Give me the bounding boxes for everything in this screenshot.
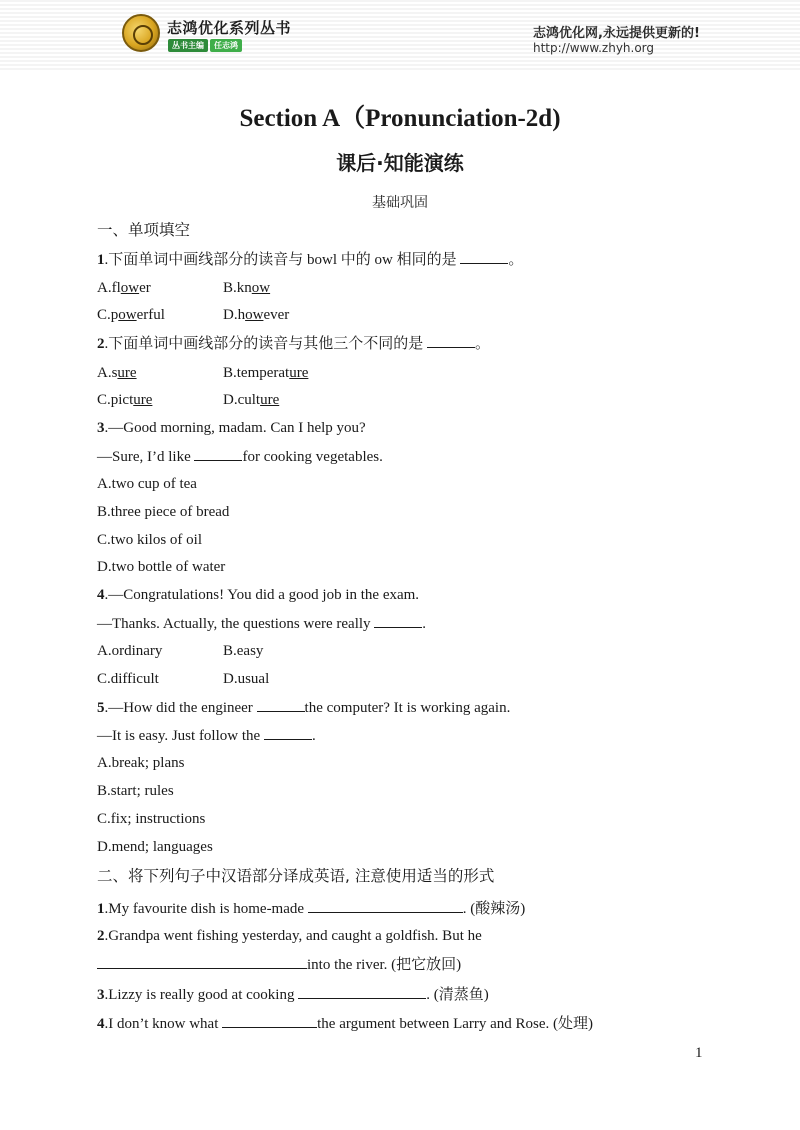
editor-tags [168,39,242,52]
option-b: B.three piece of bread [97,504,230,520]
translation-1: 1.My favourite dish is home-made . (酸辣汤) [97,901,526,917]
answer-blank[interactable] [374,614,422,628]
question-2 [97,334,490,353]
answer-blank[interactable] [298,985,426,999]
option-a: A.break; plans [97,755,185,771]
series-title: 志鸿优化系列丛书 [167,19,292,37]
question-number: 5 [97,700,105,716]
option-b: B.start; rules [97,783,174,799]
answer-blank[interactable] [97,955,307,969]
answer-blank[interactable] [427,334,475,348]
question-end: 。 [508,252,524,268]
option-d: D.two bottle of water [97,559,226,575]
option-b: B.temperature [223,365,309,381]
option-a: A.ordinary [97,643,163,659]
question-number: 4 [97,587,105,603]
question-4 [97,586,419,604]
question-5: 5.—How did the engineer the computer? It is working again. [97,700,511,716]
series-logo-icon [122,14,160,52]
option-b: B.easy [223,643,264,659]
page-subtitle: 课后·知能演练 [336,151,464,175]
question-3 [97,419,366,437]
answer-blank[interactable] [264,726,312,740]
question-end: 。 [475,336,491,352]
answer-blank[interactable] [257,698,305,712]
answer-blank[interactable] [460,250,508,264]
option-a: A.two cup of tea [97,476,197,492]
question-4-line-2: —Thanks. Actually, the questions were really . [97,616,427,632]
translation-3: 3.Lizzy is really good at cooking . (清蒸鱼) [97,987,489,1003]
question-stem: .—Congratulations! You did a good job in the exam. [104,587,420,603]
option-c: C.two kilos of oil [97,532,203,548]
option-c: C.picture [97,392,153,408]
option-d: D.mend; languages [97,839,213,855]
level-label: 基础巩固 [372,195,428,211]
question-stem: .下面单词中画线部分的读音与 bowl 中的 ow 相同的是 [104,252,457,268]
question-number: 2 [97,336,105,352]
option-c: C.difficult [97,671,159,687]
page-number: 1 [695,1045,703,1061]
question-number: 3 [97,420,105,436]
question-3-line-2: —Sure, I’d like for cooking vegetables. [97,449,383,465]
question-number: 1 [97,252,105,268]
option-a: A.flower [97,280,151,296]
option-a: A.sure [97,365,137,381]
question-stem: .—Good morning, madam. Can I help you? [104,420,366,436]
question-stem: .下面单词中画线部分的读音与其他三个不同的是 [104,336,424,352]
option-b: B.know [223,280,271,296]
part2-heading: 二、将下列句子中汉语部分译成英语, 注意使用适当的形式 [97,867,495,885]
question-5-line-2: —It is easy. Just follow the . [97,728,316,744]
part1-heading: 一、单项填空 [97,221,191,239]
answer-blank[interactable] [194,447,242,461]
option-d: D.however [223,307,290,323]
translation-2-line-2: into the river. (把它放回) [97,955,461,974]
translation-2: 2.Grandpa went fishing yesterday, and caught a goldfish. But he [97,928,482,944]
option-d: D.usual [223,671,270,687]
option-c: C.fix; instructions [97,811,206,827]
page-header [0,0,800,70]
answer-blank[interactable] [308,899,463,913]
page-title: Section A（Pronunciation-2d) [239,105,561,132]
editor-tag-label: 丛书主编 [168,39,208,52]
translation-4: 4.I don’t know what the argument between Larry and Rose. (处理) [97,1016,594,1032]
option-c: C.powerful [97,307,165,323]
answer-blank[interactable] [222,1014,317,1028]
header-url[interactable]: http://www.zhyh.org [533,41,655,55]
editor-tag-name: 任志鸿 [210,39,242,52]
option-d: D.culture [223,392,280,408]
header-slogan: 志鸿优化网,永远提供更新的! [533,26,700,41]
question-1 [97,250,523,269]
